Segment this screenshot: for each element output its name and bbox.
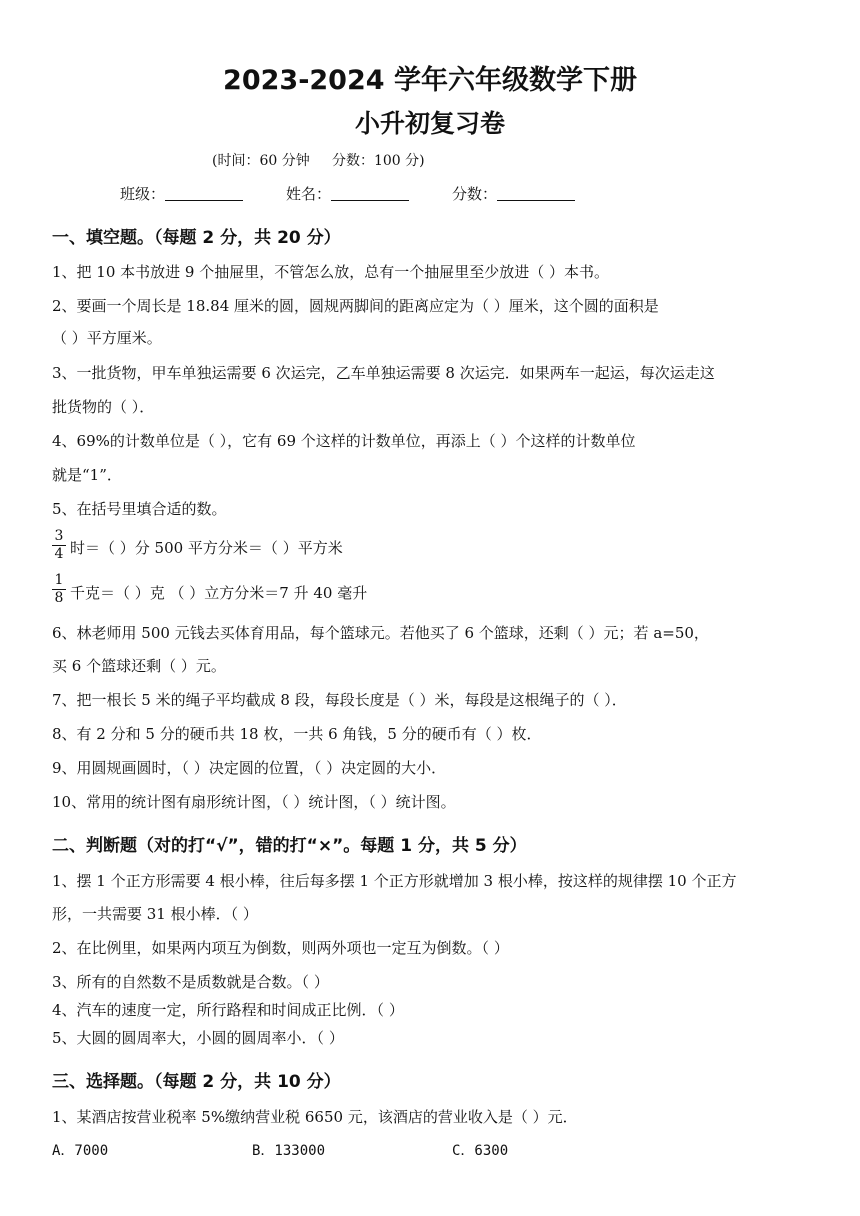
score-field: [452, 183, 575, 204]
question-line: 5、在括号里填合适的数。: [52, 500, 227, 518]
section-1-heading: 一、填空题。（每题 2 分，共 20 分）: [52, 228, 341, 248]
question-line: 就是“1”．: [52, 466, 122, 484]
class-blank[interactable]: [165, 186, 243, 201]
section-3-heading: 三、选择题。（每题 2 分，共 10 分）: [52, 1072, 341, 1092]
question-line: 1、把 10 本书放进 9 个抽屉里，不管怎么放，总有一个抽屉里至少放进（ ）本书。: [52, 263, 610, 281]
question-line: 3、一批货物，甲车单独运需要 6 次运完，乙车单独运需要 8 次运完．如果两车一起运，每次运走这: [52, 364, 715, 382]
question-line: 8、有 2 分和 5 分的硬币共 18 枚，一共 6 角钱，5 分的硬币有（ ）枚．: [52, 725, 542, 743]
option-a[interactable]: A．7000: [52, 1143, 109, 1159]
question-line: 1、摆 1 个正方形需要 4 根小棒，往后每多摆 1 个正方形就增加 3 根小棒，按这样的规律摆 10 个正方: [52, 872, 737, 890]
name-blank[interactable]: [331, 186, 409, 201]
fraction-one-eighth: [52, 573, 66, 606]
question-line: 4、69%的计数单位是（ ），它有 69 个这样的计数单位，再添上（ ）个这样的计数单位: [52, 432, 636, 450]
name-label: 姓名：: [286, 185, 332, 203]
question-line: 买 6 个篮球还剩（ ）元。: [52, 657, 226, 675]
time-score-info: (时间：60 分钟 分数：100 分): [212, 153, 425, 169]
class-field: [120, 183, 243, 204]
question-line: （ ）平方厘米。: [52, 329, 162, 347]
question-line: 时＝（ ）分 500 平方分米＝（ ）平方米: [70, 539, 343, 557]
section-2-heading: 二、判断题（对的打“√”，错的打“×”。每题 1 分，共 5 分）: [52, 836, 527, 856]
question-line: 4、汽车的速度一定，所行路程和时间成正比例．（ ）: [52, 1001, 404, 1019]
question-line: 5、大圆的圆周率大，小圆的圆周率小．（ ）: [52, 1029, 344, 1047]
question-line: 9、用圆规画圆时，（ ）决定圆的位置，（ ）决定圆的大小．: [52, 759, 447, 777]
page-subtitle: 小升初复习卷: [354, 109, 505, 138]
fraction-denominator: 4: [54, 546, 64, 562]
option-b[interactable]: B．133000: [252, 1143, 326, 1159]
class-label: 班级：: [120, 185, 166, 203]
option-c[interactable]: C．6300: [452, 1143, 509, 1159]
question-line: 1、某酒店按营业税率 5%缴纳营业税 6650 元，该酒店的营业收入是（ ）元．: [52, 1108, 578, 1126]
question-line: 7、把一根长 5 米的绳子平均截成 8 段，每段长度是（ ）米，每段是这根绳子的（ ）．: [52, 691, 627, 709]
score-label: 分数：: [452, 185, 498, 203]
question-line: 形，一共需要 31 根小棒．（ ）: [52, 905, 258, 923]
question-line: 10、常用的统计图有扇形统计图，（ ）统计图，（ ）统计图。: [52, 793, 456, 811]
fraction-numerator: 1: [54, 572, 64, 588]
question-line: 千克＝（ ）克 （ ）立方分米＝7 升 40 毫升: [70, 584, 368, 602]
fraction-denominator: 8: [54, 590, 64, 606]
question-line: 2、要画一个周长是 18.84 厘米的圆，圆规两脚间的距离应定为（ ）厘米，这个圆的面积是: [52, 297, 659, 315]
question-line: 3、所有的自然数不是质数就是合数。（ ）: [52, 973, 329, 991]
fraction-three-quarters: [52, 529, 66, 562]
question-line: 6、林老师用 500 元钱去买体育用品，每个篮球元。若他买了 6 个篮球，还剩（ ）元；若 a=50，: [52, 624, 709, 642]
question-line: 批货物的（ ）．: [52, 398, 155, 416]
fraction-numerator: 3: [54, 528, 64, 544]
page-title: 2023-2024 学年六年级数学下册: [223, 65, 637, 96]
score-blank[interactable]: [497, 186, 575, 201]
question-line: 2、在比例里，如果两内项互为倒数，则两外项也一定互为倒数。（ ）: [52, 939, 509, 957]
name-field: [286, 183, 409, 204]
